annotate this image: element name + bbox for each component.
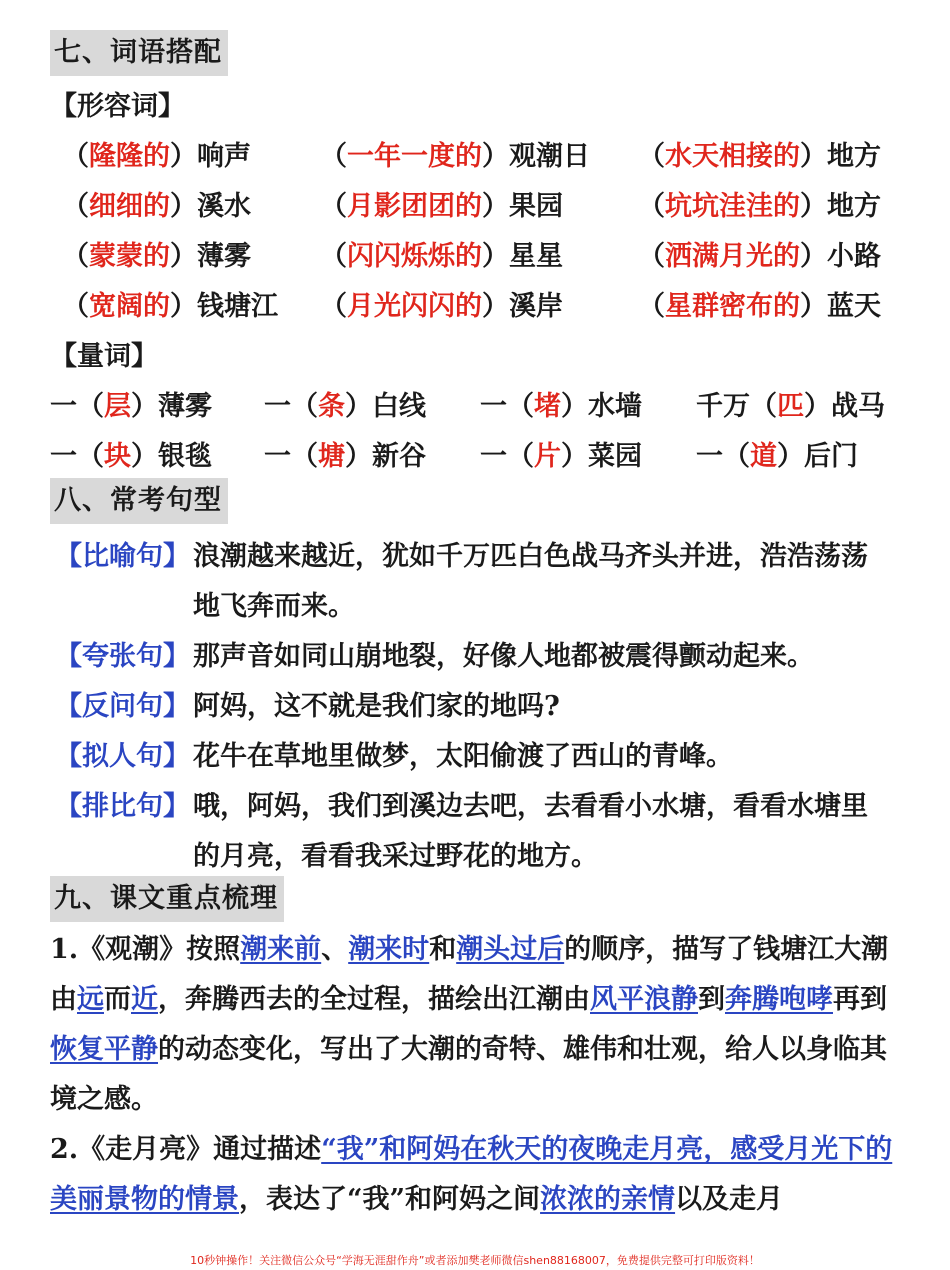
quantifier-noun: 战马 — [831, 391, 885, 422]
section-7-title: 七、词语搭配 — [50, 30, 228, 76]
adjective-noun: 薄雾 — [197, 241, 251, 272]
quantifier-word: 块 — [104, 441, 131, 472]
quantifier-noun: 白线 — [372, 391, 426, 422]
quantifier-noun: 后门 — [804, 441, 858, 472]
p2-text-3: 以及走月 — [675, 1184, 784, 1215]
adjective-word: 闪闪烁烁的 — [347, 241, 482, 272]
adjective-subtitle: 【形容词】 — [50, 91, 185, 122]
adjective-pair: （坑坑洼洼的）地方 — [638, 191, 881, 222]
quantifier-prefix: 一 — [264, 441, 291, 472]
quantifier-pair: 一（道）后门 — [696, 441, 858, 472]
p2-keyword-affection: 浓浓的亲情 — [540, 1184, 676, 1215]
footer-notice: 10秒钟操作！关注微信公众号“学海无涯甜作舟”或者添加樊老师微信shen88168007，免费提供完整可打印版资料！ — [190, 1254, 760, 1267]
quantifier-noun: 新谷 — [372, 441, 426, 472]
p2-text-1: 2.《走月亮》通过描述 — [50, 1134, 322, 1165]
adjective-pair: （隆隆的）响声 — [62, 141, 251, 172]
adjective-word: 细细的 — [89, 191, 170, 222]
summary-paragraph-1 — [50, 925, 910, 1125]
adjective-word: 蒙蒙的 — [89, 241, 170, 272]
p1-keyword-far: 远 — [77, 984, 104, 1015]
adjective-noun: 小路 — [827, 241, 881, 272]
adjective-pair: （一年一度的）观潮日 — [320, 141, 590, 172]
adjective-noun: 响声 — [197, 141, 251, 172]
quantifier-pair: 一（堵）水墙 — [480, 391, 642, 422]
adjective-word: 月光闪闪的 — [347, 291, 482, 322]
p1-text-3: 和 — [429, 934, 457, 965]
p1-keyword-after: 潮头过后 — [456, 934, 565, 965]
quantifier-pair: 一（条）白线 — [264, 391, 426, 422]
p1-text-6: ，奔腾西去的全过程，描绘出江潮由 — [158, 984, 590, 1015]
quantifier-prefix: 一 — [264, 391, 291, 422]
sentence-type-tag: 【拟人句】 — [55, 741, 190, 772]
adjective-word: 一年一度的 — [347, 141, 482, 172]
sentence-text: 地飞奔而来。 — [193, 591, 355, 622]
quantifier-prefix: 一 — [50, 441, 77, 472]
adjective-pair: （宽阔的）钱塘江 — [62, 291, 278, 322]
adjective-pair: （月光闪闪的）溪岸 — [320, 291, 563, 322]
adjective-noun: 溪岸 — [509, 291, 563, 322]
p2-keyword-scene: “我”和阿妈在秋天的夜晚走月亮，感受月光下的美丽景物的情景 — [50, 1134, 893, 1215]
quantifier-noun: 菜园 — [588, 441, 642, 472]
quantifier-pair: 一（块）银毯 — [50, 441, 212, 472]
sentence-text: 阿妈，这不就是我们家的地吗? — [193, 691, 560, 722]
quantifier-noun: 银毯 — [158, 441, 212, 472]
quantifier-word: 堵 — [534, 391, 561, 422]
sentence-text: 那声音如同山崩地裂，好像人地都被震得颤动起来。 — [193, 641, 814, 672]
adjective-noun: 蓝天 — [827, 291, 881, 322]
sentence-type-tag: 【排比句】 — [55, 791, 190, 822]
quantifier-word: 片 — [534, 441, 561, 472]
sentence-type-tag: 【反问句】 — [55, 691, 190, 722]
adjective-noun: 地方 — [827, 141, 881, 172]
quantifier-word: 道 — [750, 441, 777, 472]
quantifier-prefix: 一 — [480, 391, 507, 422]
adjective-noun: 星星 — [509, 241, 563, 272]
quantifier-noun: 水墙 — [588, 391, 642, 422]
sentence-text: 的月亮，看看我采过野花的地方。 — [193, 841, 598, 872]
quantifier-word: 条 — [318, 391, 345, 422]
quantifier-prefix: 一 — [50, 391, 77, 422]
adjective-pair: （水天相接的）地方 — [638, 141, 881, 172]
adjective-word: 月影团团的 — [347, 191, 482, 222]
p1-text-7: 到 — [698, 984, 725, 1015]
p1-text-1: 1.《观潮》按照 — [50, 934, 241, 965]
quantifier-pair: 一（层）薄雾 — [50, 391, 212, 422]
adjective-noun: 地方 — [827, 191, 881, 222]
p1-keyword-near: 近 — [131, 984, 158, 1015]
quantifier-pair: 千万（匹）战马 — [696, 391, 885, 422]
sentence-type-tag: 【比喻句】 — [55, 541, 190, 572]
quantifier-word: 层 — [104, 391, 131, 422]
adjective-word: 坑坑洼洼的 — [665, 191, 800, 222]
p1-text-9: 的动态变化，写出了大潮的奇特、雄伟和壮观，给人以身临其境之感。 — [50, 1034, 887, 1115]
quantifier-word: 塘 — [318, 441, 345, 472]
adjective-noun: 果园 — [509, 191, 563, 222]
quantifier-prefix: 一 — [480, 441, 507, 472]
p1-keyword-restored: 恢复平静 — [50, 1034, 158, 1065]
adjective-pair: （月影团团的）果园 — [320, 191, 563, 222]
sentence-text: 浪潮越来越近，犹如千万匹白色战马齐头并进，浩浩荡荡 — [193, 541, 868, 572]
p1-text-5: 而 — [104, 984, 131, 1015]
p2-text-2: ，表达了“我”和阿妈之间 — [239, 1184, 541, 1215]
quantifier-word: 匹 — [777, 391, 804, 422]
adjective-pair: （蒙蒙的）薄雾 — [62, 241, 251, 272]
p1-keyword-calm: 风平浪静 — [590, 984, 698, 1015]
adjective-word: 水天相接的 — [665, 141, 800, 172]
adjective-noun: 钱塘江 — [197, 291, 278, 322]
adjective-pair: （洒满月光的）小路 — [638, 241, 881, 272]
adjective-word: 宽阔的 — [89, 291, 170, 322]
quantifier-prefix: 一 — [696, 441, 723, 472]
p1-keyword-roaring: 奔腾咆哮 — [725, 984, 833, 1015]
adjective-noun: 溪水 — [197, 191, 251, 222]
quantifier-pair: 一（片）菜园 — [480, 441, 642, 472]
quantifier-prefix: 千万 — [696, 391, 750, 422]
adjective-pair: （闪闪烁烁的）星星 — [320, 241, 563, 272]
adjective-noun: 观潮日 — [509, 141, 590, 172]
section-9-title: 九、课文重点梳理 — [50, 876, 284, 922]
sentence-text: 花牛在草地里做梦，太阳偷渡了西山的青峰。 — [193, 741, 733, 772]
sentence-text: 哦，阿妈，我们到溪边去吧，去看看小水塘，看看水塘里 — [193, 791, 868, 822]
p1-text-4: 的顺序，描写了钱塘江大潮由 — [50, 934, 889, 1015]
adjective-word: 星群密布的 — [665, 291, 800, 322]
quantifier-subtitle: 【量词】 — [50, 341, 158, 372]
adjective-pair: （星群密布的）蓝天 — [638, 291, 881, 322]
quantifier-pair: 一（塘）新谷 — [264, 441, 426, 472]
p1-text-8: 再到 — [833, 984, 887, 1015]
p1-text-2: 、 — [321, 934, 349, 965]
summary-paragraph-2 — [50, 1125, 910, 1225]
adjective-word: 洒满月光的 — [665, 241, 800, 272]
quantifier-noun: 薄雾 — [158, 391, 212, 422]
adjective-word: 隆隆的 — [89, 141, 170, 172]
sentence-type-tag: 【夸张句】 — [55, 641, 190, 672]
adjective-pair: （细细的）溪水 — [62, 191, 251, 222]
p1-keyword-during: 潮来时 — [348, 934, 430, 965]
section-8-title: 八、常考句型 — [50, 478, 228, 524]
p1-keyword-before: 潮来前 — [240, 934, 322, 965]
